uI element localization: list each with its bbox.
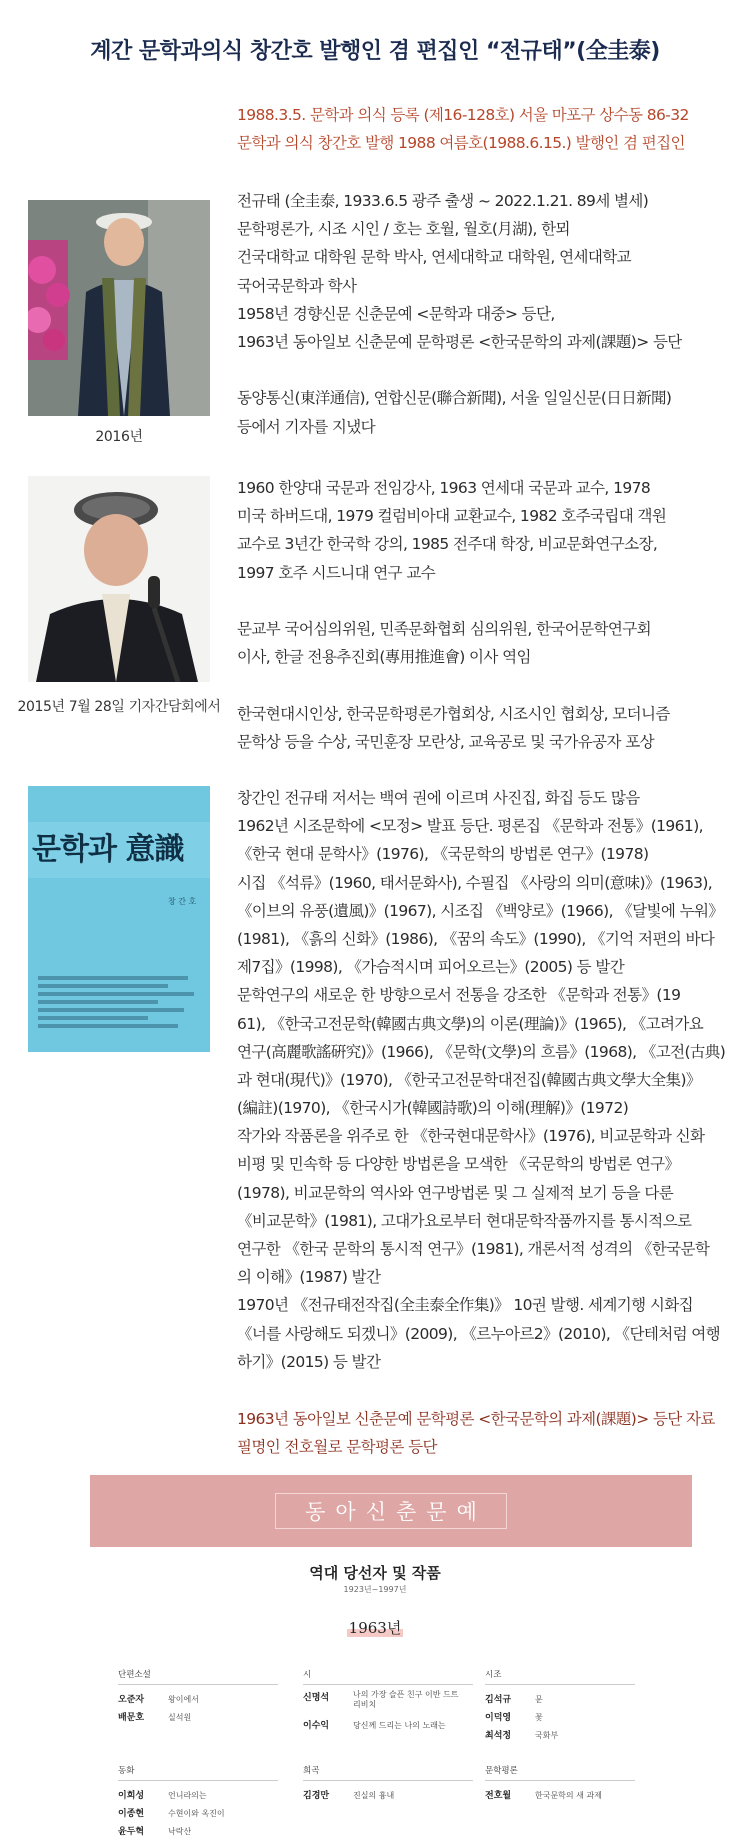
bio-line [237, 356, 733, 384]
bio-line: 1962년 시조문학에 <모정> 발표 등단. 평론집 《문학과 전통》(1961), [237, 817, 703, 836]
bio-line: 문학상 등을 수상, 국민훈장 모란상, 교육공로 및 국가유공자 포상 [237, 732, 654, 751]
winner-work: 왕이에서 [168, 1695, 199, 1704]
bio-block-2 [237, 474, 733, 756]
category-short-story: 단편소설 [118, 1670, 151, 1680]
winner-work: 당신께 드리는 나의 노래는 [353, 1721, 446, 1730]
winner-entry [485, 1692, 543, 1705]
bio-line: 한국현대시인상, 한국문학평론가협회상, 시조시인 협회상, 모더니즘 [237, 704, 670, 723]
winner-work: 실석원 [168, 1713, 192, 1722]
bio-line: 문학연구의 새로운 한 방향으로서 전통을 강조한 《문학과 전통》(19 [237, 986, 681, 1005]
intro-text [237, 101, 733, 157]
photo1-caption: 2016년 [95, 429, 143, 445]
winner-name: 이희성 [118, 1791, 145, 1801]
winner-work: 수현이와 옥진이 [168, 1809, 225, 1818]
winner-work: 꽃 [535, 1713, 543, 1722]
bio-line: 1963년 동아일보 신춘문예 문학평론 <한국문학의 과제(課題)> 등단 [237, 332, 682, 351]
intro-line: 문학과 의식 창간호 발행 1988 여름호(1988.6.15.) 발행인 겸 편집인 [237, 134, 685, 153]
category-drama: 희곡 [303, 1766, 320, 1776]
category-divider [303, 1684, 473, 1685]
cover-subtitle: 창 간 호 [168, 897, 197, 906]
portrait-photo-2015 [28, 476, 210, 682]
winner-name: 윤두혁 [118, 1827, 145, 1837]
bio-block-3 [237, 784, 733, 1376]
winner-entry [485, 1728, 558, 1741]
winner-name: 김석규 [485, 1695, 512, 1705]
bio-line: 61), 《한국고전문학(韓國古典文學)의 이론(理論)》(1965), 《고려가요 [237, 1014, 704, 1033]
note-line: 필명인 전호월로 문학평론 등단 [237, 1438, 437, 1457]
bio-line: 미국 하버드대, 1979 컬럼비아대 교환교수, 1982 호주국립대 객원 [237, 507, 667, 526]
bio-line: (1981), 《흙의 신화》(1986), 《꿈의 속도》(1990), 《기억 저편의 바다 [237, 929, 715, 948]
bio-line: 하기》(2015) 등 발간 [237, 1352, 381, 1371]
winner-work: 낙락산 [168, 1827, 192, 1836]
winner-name: 이종현 [118, 1809, 145, 1819]
category-divider [118, 1684, 278, 1685]
winner-name: 신명석 [303, 1693, 330, 1703]
winner-name: 최석정 [485, 1731, 512, 1741]
winner-entry [303, 1788, 394, 1801]
bio-line: 《너를 사랑해도 되겠니》(2009), 《르누아르2》(2010), 《단테처럼 여행 [237, 1324, 721, 1343]
bio-line: (1978), 비교문학의 역사와 연구방법론 및 그 실제적 보기 등을 다룬 [237, 1183, 674, 1202]
bio-line: 작가와 작품론을 위주로 한 《한국현대문학사》(1976), 비교문학과 신화 [237, 1127, 705, 1146]
winner-name: 전호월 [485, 1791, 512, 1801]
bio-line: 《비교문학》(1981), 고대가요로부터 현대문학작품까지를 통시적으로 [237, 1211, 692, 1230]
photo2-caption: 2015년 7월 28일 기자간담회에서 [17, 699, 221, 715]
banner-title: 동아신춘문예 [305, 1500, 487, 1524]
winner-entry [118, 1692, 199, 1705]
winner-name: 이수익 [303, 1721, 330, 1731]
category-divider [485, 1780, 635, 1781]
bio-line [237, 671, 733, 699]
winner-name: 오준자 [118, 1695, 145, 1705]
winner-work: 진실의 흉내 [353, 1791, 395, 1800]
winner-work: 한국문학의 새 과제 [535, 1791, 602, 1800]
winners-title: 역대 당선자 및 작품 [309, 1564, 441, 1582]
bio-line: 건국대학교 대학원 문학 박사, 연세대학교 대학원, 연세대학교 [237, 248, 631, 267]
bio-line: 1958년 경향신문 신춘문예 <문학과 대중> 등단, [237, 304, 555, 323]
debut-note [237, 1405, 733, 1461]
winner-entry [485, 1788, 602, 1801]
bio-line: 제7집》(1998), 《가슴적시며 피어오르는》(2005) 등 발간 [237, 958, 625, 977]
portrait-illustration [28, 200, 210, 416]
magazine-cover-image [28, 786, 210, 1052]
bio-line: 1970년 《전규태전작집(全圭泰全作集)》 10권 발행. 세계기행 시화집 [237, 1296, 693, 1315]
bio-line: 창간인 전규태 저서는 백여 권에 이르며 사진집, 화집 등도 많음 [237, 789, 640, 807]
winner-work: 나의 가장 슬픈 친구 이반 드트 리비치 [353, 1690, 459, 1709]
winner-name: 이덕영 [485, 1713, 512, 1723]
bio-line: 문교부 국어심의위원, 민족문화협회 심의위원, 한국어문학연구회 [237, 619, 652, 638]
category-children: 동화 [118, 1766, 135, 1776]
bio-line: 과 현대(現代)》(1970), 《한국고전문학대전집(韓國古典文學大全集)》 [237, 1070, 701, 1089]
bio-line: 전규태 (全圭泰, 1933.6.5 광주 출생 ~ 2022.1.21. 89세 별세) [237, 192, 649, 210]
bio-line: 《이브의 유풍(遺風)》(1967), 시조집 《백양로》(1966), 《달빛에 누워》 [237, 901, 724, 920]
portrait-photo-2016 [28, 200, 210, 416]
bio-line: 시집 《석류》(1960, 태서문화사), 수필집 《사랑의 의미(意味)》(1963), [237, 873, 713, 892]
cover-title: 문학과 意識 [32, 832, 184, 867]
year-text: 1963년 [348, 1619, 402, 1637]
bio-line: 비평 및 민속학 등 다양한 방법론을 모색한 《국문학의 방법론 연구》 [237, 1155, 680, 1174]
year-label [0, 1617, 750, 1638]
bio-line: 1960 한양대 국문과 전임강사, 1963 연세대 국문과 교수, 1978 [237, 479, 651, 497]
bio-block-1 [237, 187, 733, 441]
bio-line: 동양통신(東洋通信), 연합신문(聯合新聞), 서울 일일신문(日日新聞) [237, 389, 672, 408]
winner-name: 김경만 [303, 1791, 330, 1801]
note-line: 1963년 동아일보 신춘문예 문학평론 <한국문학의 과제(課題)> 등단 자료 [237, 1410, 715, 1428]
category-divider [303, 1780, 473, 1781]
bio-line: 이사, 한글 전용추진회(專用推進會) 이사 역임 [237, 648, 531, 667]
winner-work: 언니라의는 [168, 1791, 207, 1800]
winner-entry [118, 1788, 207, 1801]
bio-line: 1997 호주 시드니대 연구 교수 [237, 563, 436, 582]
bio-line: 교수로 3년간 한국학 강의, 1985 전주대 학장, 비교문화연구소장, [237, 535, 658, 554]
category-criticism: 문학평론 [485, 1766, 518, 1776]
category-divider [118, 1780, 278, 1781]
bio-line: 의 이해》(1987) 발간 [237, 1268, 381, 1287]
bio-line: 《한국 현대 문학사》(1976), 《국문학의 방법론 연구》(1978) [237, 845, 649, 864]
winner-entry [303, 1690, 473, 1710]
winner-work: 국화부 [535, 1731, 559, 1740]
portrait-illustration [28, 476, 210, 682]
cover-contents [38, 972, 200, 1040]
bio-line: 연구한 《한국 문학의 통시적 연구》(1981), 개론서적 성격의 《한국문학 [237, 1240, 710, 1258]
bio-line: 등에서 기자를 지냈다 [237, 417, 376, 436]
winner-work: 문 [535, 1695, 543, 1704]
bio-line: 연구(高麗歌謠硏究)》(1966), 《문학(文學)의 흐름》(1968), 《고전(古典) [237, 1042, 726, 1061]
winner-name: 배문호 [118, 1713, 145, 1723]
bio-line: 문학평론가, 시조 시인 / 호는 호월, 월호(月湖), 한뫼 [237, 220, 570, 239]
banner-frame [275, 1493, 507, 1529]
page-title: 계간 문학과의식 창간호 발행인 겸 편집인 “전규태”(全圭泰) [90, 39, 660, 64]
category-sijo: 시조 [485, 1670, 502, 1680]
category-divider [485, 1684, 635, 1685]
winners-range: 1923년~1997년 [343, 1585, 407, 1594]
bio-line: 국어국문학과 학사 [237, 276, 357, 295]
category-poetry: 시 [303, 1670, 312, 1680]
intro-line: 1988.3.5. 문학과 의식 등록 (제16-128호) 서울 마포구 상수동 86-32 [237, 106, 689, 124]
winner-entry [118, 1824, 191, 1837]
winner-entry [118, 1710, 191, 1723]
donga-banner [90, 1475, 692, 1547]
bio-line [237, 587, 733, 615]
winner-entry [303, 1718, 446, 1731]
winner-entry [118, 1806, 225, 1819]
winner-entry [485, 1710, 543, 1723]
bio-line: (編註)(1970), 《한국시가(韓國詩歌)의 이해(理解)》(1972) [237, 1099, 629, 1118]
